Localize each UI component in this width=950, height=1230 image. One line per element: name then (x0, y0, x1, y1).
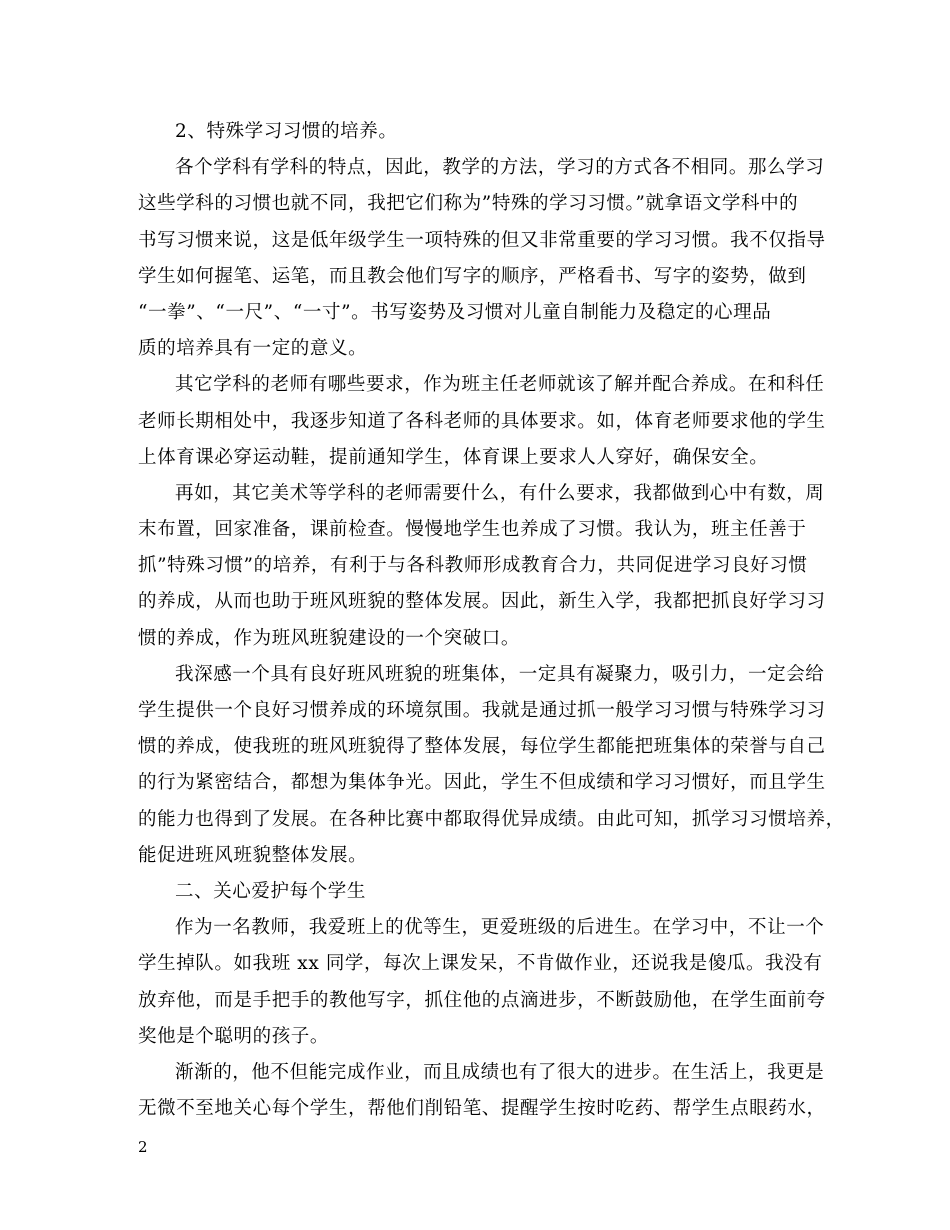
paragraph-line: 书写习惯来说，这是低年级学生一项特殊的但又非常重要的学习习惯。我不仅指导 (138, 229, 826, 251)
paragraph-line: 各个学科有学科的特点，因此，教学的方法，学习的方式各不相同。那么学习 (175, 157, 825, 179)
paragraph-line: 上体育课必穿运动鞋，提前通知学生，体育课上要求人人穿好，确保安全。 (138, 446, 769, 468)
section-heading: 2、特殊学习习惯的培养。 (175, 121, 398, 142)
paragraph-line: 作为一名教师，我爱班上的优等生，更爱班级的后进生。在学习中，不让一个 (175, 917, 825, 939)
paragraph-line: 奖他是个聪明的孩子。 (138, 1025, 330, 1047)
paragraph-line: 惯的养成，使我班的班风班貌得了整体发展，每位学生都能把班集体的荣誉与自己 (138, 736, 826, 758)
paragraph-line: 学生如何握笔、运笔，而且教会他们写字的顺序，严格看书、写字的姿势，做到 (138, 265, 807, 287)
paragraph-line: 放弃他，而是手把手的教他写字，抓住他的点滴进步，不断鼓励他，在学生面前夸 (138, 989, 826, 1011)
body-text (138, 114, 845, 1127)
paragraph-line: 无微不至地关心每个学生，帮他们削铅笔、提醒学生按时吃药、帮学生点眼药水， (138, 1098, 826, 1120)
paragraph-line: 我深感一个具有良好班风班貌的班集体，一定具有凝聚力，吸引力，一定会给 (175, 663, 825, 685)
paragraph-line: 渐渐的，他不但能完成作业，而且成绩也有了很大的进步。在生活上，我更是 (175, 1061, 825, 1083)
paragraph-line: 这些学科的习惯也就不同，我把它们称为”特殊的学习习惯。”就拿语文学科中的 (138, 193, 799, 215)
paragraph-line: 惯的养成，作为班风班貌建设的一个突破口。 (138, 627, 521, 649)
paragraph-line: 再如，其它美术等学科的老师需要什么，有什么要求，我都做到心中有数，周 (175, 482, 825, 504)
paragraph-line: 抓”特殊习惯”的培养，有利于与各科教师形成教育合力，共同促进学习良好习惯 (138, 555, 808, 577)
section-heading: 二、关心爱护每个学生 (175, 880, 367, 902)
paragraph-line: 老师长期相处中，我逐步知道了各科老师的具体要求。如，体育老师要求他的学生 (138, 410, 826, 432)
paragraph-line: 质的培养具有一定的意义。 (138, 338, 368, 360)
paragraph-line: 学生掉队。如我班 xx 同学，每次上课发呆，不肯做作业，还说我是傻瓜。我没有 (138, 953, 823, 975)
paragraph-line: “一拳”、“一尺”、“一寸”。书写姿势及习惯对儿童自制能力及稳定的心理品 (138, 301, 772, 323)
paragraph-line: 的行为紧密结合，都想为集体争光。因此，学生不但成绩和学习习惯好，而且学生 (138, 772, 826, 794)
page-number: 2 (138, 1138, 148, 1156)
paragraph-line: 的能力也得到了发展。在各种比赛中都取得优异成绩。由此可知，抓学习习惯培养， (138, 808, 845, 830)
paragraph-line: 其它学科的老师有哪些要求，作为班主任老师就该了解并配合养成。在和科任 (175, 374, 825, 396)
paragraph-line: 能促进班风班貌整体发展。 (138, 844, 368, 866)
paragraph-line: 的养成，从而也助于班风班貌的整体发展。因此，新生入学，我都把抓良好学习习 (138, 591, 826, 613)
paragraph-line: 末布置，回家准备，课前检查。慢慢地学生也养成了习惯。我认为，班主任善于 (138, 519, 807, 541)
paragraph-line: 学生提供一个良好习惯养成的环境氛围。我就是通过抓一般学习习惯与特殊学习习 (138, 700, 826, 721)
